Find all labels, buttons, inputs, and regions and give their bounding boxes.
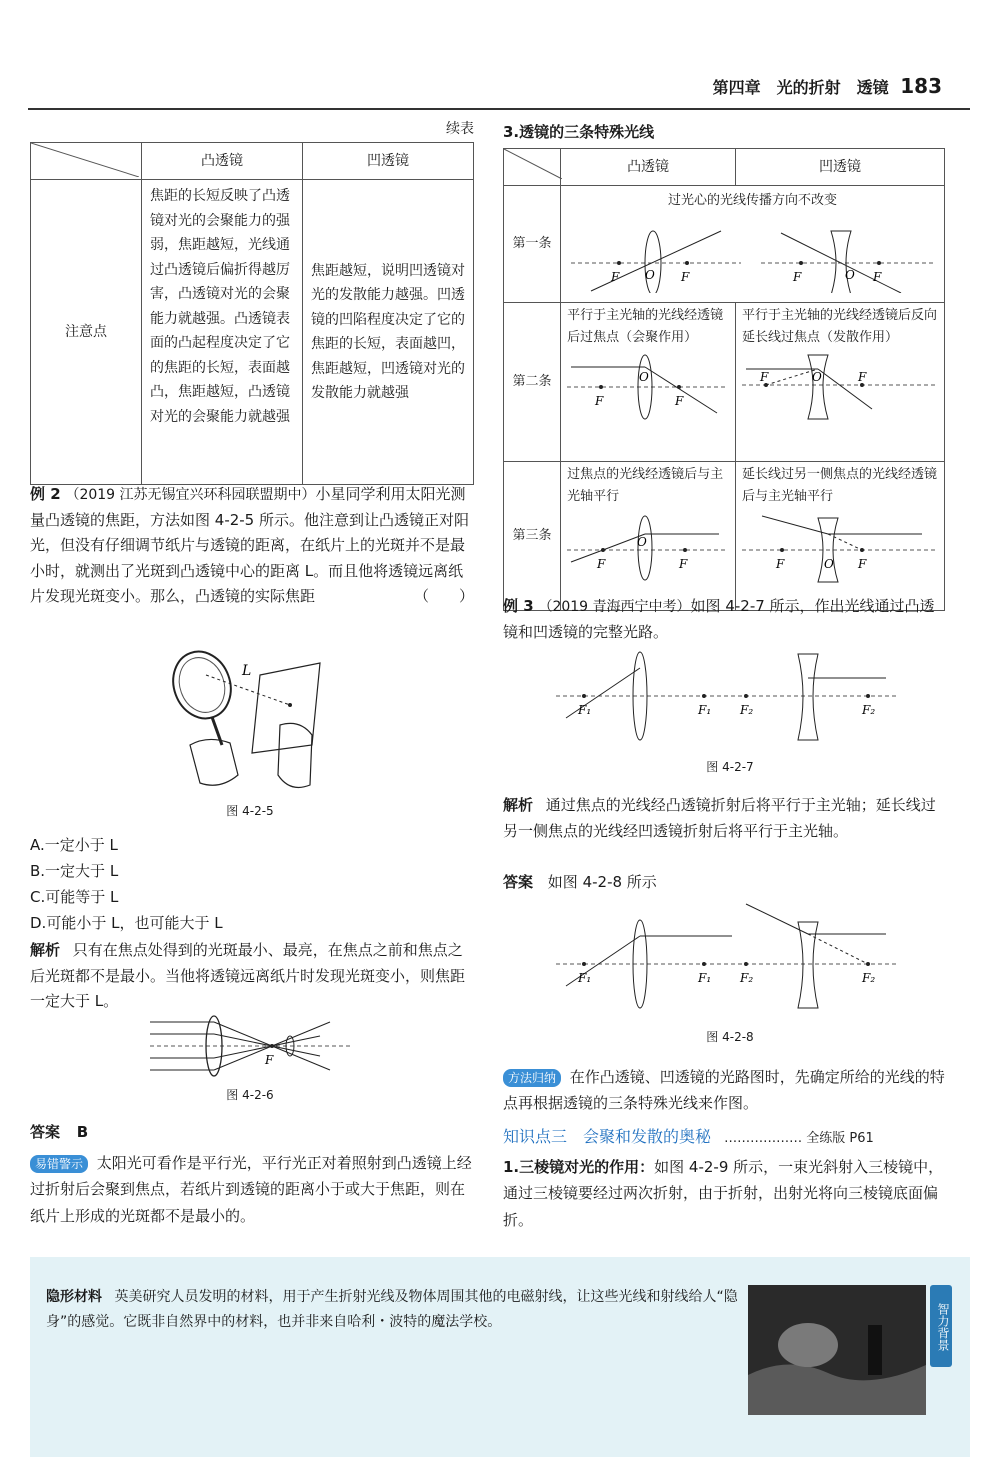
row2-convex [561, 303, 736, 462]
kp-ref: ……………… 全练版 P61 [724, 1131, 874, 1146]
example2-text: 小星同学利用太阳光测量凸透镜的焦距，方法如图 4-2-5 所示。他注意到让凸透镜正对阳光，但没有仔细调节纸片与透镜的距离，在纸片上的光斑并不是最小时，就测出了光斑到凸透镜中心的距离 L。而且他将透镜远离纸片发现光斑变小。那么，凸透镜的实际焦距 [30, 485, 469, 606]
special-rays-title: 3.透镜的三条特殊光线 [503, 123, 655, 141]
label-L: L [242, 663, 252, 679]
option-c: C.可能等于 L [30, 888, 119, 906]
svg-text:F: F [679, 557, 688, 572]
kp-title: 知识点三 会聚和发散的奥秘 [503, 1127, 712, 1146]
footer-text: 英美研究人员发明的材料，用于产生折射光线及物体周围其他的电磁射线，让这些光线和射线给人“隐身”的感觉。它既非自然界中的材料，也并非来自哈利・波特的魔法学校。 [46, 1289, 738, 1330]
figure-4-2-8 [556, 900, 896, 1018]
example-3 [503, 594, 947, 645]
figure-4-2-7 [556, 648, 896, 746]
rays-diagonal [504, 149, 562, 179]
footer-text-block [46, 1285, 746, 1334]
example2-analysis [30, 938, 474, 1015]
example2-source: （2019 江苏无锡宜兴环科园联盟期中） [65, 487, 316, 503]
fig7-label-1: F₁ [578, 703, 592, 717]
method-badge: 方法归纳 [503, 1069, 561, 1087]
ex3-answer-text: 如图 4-2-8 所示 [547, 873, 657, 891]
svg-text:F: F [858, 557, 867, 572]
method-summary [503, 1064, 947, 1117]
svg-text:O: O [645, 267, 655, 282]
svg-text:F: F [873, 269, 882, 284]
concave-notes: 焦距越短，说明凹透镜对光的发散能力越强。凹透镜的凹陷程度决定了它的焦距的长短，表面越凹，焦距越短，凹透镜对光的发散能力就越强 [303, 180, 474, 485]
continued-label: 续表 [446, 121, 474, 137]
row1-content [561, 186, 945, 303]
row1-diagram [561, 213, 943, 293]
example3-text: 如图 4-2-7 所示，作出光线通过凸透镜和凹透镜的完整光路。 [503, 597, 935, 641]
svg-text:F: F [776, 557, 785, 572]
row3-concave-diagram [742, 508, 938, 584]
svg-text:O: O [637, 535, 647, 550]
row2-concave [736, 303, 945, 462]
option-d: D.可能小于 L，也可能大于 L [30, 914, 223, 932]
option-b: B.一定大于 L [30, 862, 119, 880]
answer-value: B [76, 1123, 89, 1141]
analysis-text: 只有在焦点处得到的光斑最小、最亮，在焦点之前和焦点之后光斑都不是最小。当他将透镜远离纸片时发现光斑变小，则焦距一定大于 L。 [30, 941, 466, 1010]
footer-badge: 智力背景 [930, 1285, 952, 1367]
fig-4-2-5-caption: 图 4-2-5 [226, 804, 274, 818]
left-table-block [30, 118, 474, 485]
fig8-label-1: F₁ [578, 971, 592, 985]
fig7-label-3: F₂ [740, 703, 754, 717]
diagonal-line [31, 143, 139, 177]
svg-text:O: O [845, 267, 855, 282]
special-rays-table [503, 148, 945, 611]
option-a: A.一定小于 L [30, 836, 118, 854]
svg-text:F: F [681, 269, 690, 284]
row2-label: 第二条 [504, 303, 561, 462]
example3-analysis [503, 792, 947, 845]
ex3-analysis-label: 解析 [503, 796, 534, 814]
footer-box [30, 1257, 970, 1457]
svg-text:O: O [639, 370, 649, 385]
prism-item [503, 1154, 947, 1233]
svg-text:F: F [611, 269, 620, 284]
corner-cell [31, 143, 142, 180]
row2-convex-text: 平行于主光轴的光线经透镜后过焦点（会聚作用） [567, 308, 724, 346]
fig7-label-4: F₂ [862, 703, 876, 717]
error-tip-text: 太阳光可看作是平行光，平行光正对着照射到凸透镜上经过折射后会聚到焦点，若纸片到透镜的距离小于或大于焦距，则在纸片上形成的光斑都不是最小的。 [30, 1154, 472, 1225]
lens-comparison-table [30, 142, 474, 485]
error-tip-badge: 易错警示 [30, 1155, 88, 1173]
analysis-label: 解析 [30, 941, 61, 959]
rays-col-convex: 凸透镜 [561, 149, 736, 186]
running-header [713, 70, 942, 102]
row1-text: 过光心的光线传播方向不改变 [668, 193, 838, 208]
answer-bracket: （ ） [413, 586, 474, 605]
fig-4-2-6-caption: 图 4-2-6 [226, 1088, 274, 1102]
svg-text:F: F [858, 370, 867, 385]
answer-label: 答案 [30, 1123, 61, 1141]
fig8-label-2: F₁ [698, 971, 712, 985]
example3-source: （2019 青海西宁中考） [538, 599, 691, 615]
footer-photo [748, 1285, 926, 1415]
row3-convex [561, 462, 736, 611]
svg-text:O: O [824, 557, 834, 572]
knowledge-point-3 [503, 1124, 947, 1150]
error-tip [30, 1150, 474, 1229]
row3-convex-diagram [567, 508, 727, 584]
row1-label: 第一条 [504, 186, 561, 303]
example3-label: 例 3 [503, 597, 534, 615]
fig7-label-2: F₁ [698, 703, 712, 717]
figure-4-2-5 [160, 645, 340, 795]
example3-answer [503, 870, 657, 894]
ex3-analysis-text: 通过焦点的光线经凸透镜折射后将平行于主光轴；延长线过另一侧焦点的光线经凹透镜折射后将平行于主光轴。 [503, 796, 936, 841]
example-2 [30, 482, 474, 609]
svg-text:F: F [595, 394, 604, 409]
convex-notes: 焦距的长短反映了凸透镜对光的会聚能力的强弱，焦距越短，光线通过凸透镜后偏折得越厉害，凸透镜对光的会聚能力就越强。凸透镜表面的凸起程度决定了它的焦距的长短，表面越凸，焦距越短，凸透镜对光的会聚能力就越强 [142, 180, 303, 485]
ex3-answer-label: 答案 [503, 873, 534, 891]
row2-concave-diagram [742, 349, 938, 425]
header-rule [28, 108, 970, 110]
row3-label: 第三条 [504, 462, 561, 611]
prism-title: 1.三棱镜对光的作用： [503, 1158, 655, 1176]
label-F: F [265, 1053, 274, 1067]
fig-4-2-7-caption: 图 4-2-7 [706, 760, 754, 774]
footer-photo-art [748, 1285, 926, 1415]
svg-text:F: F [760, 370, 769, 385]
fig8-label-4: F₂ [862, 971, 876, 985]
row-label-notes: 注意点 [31, 180, 142, 485]
figure-4-2-6 [150, 1012, 350, 1080]
prism-text: 如图 4-2-9 所示，一束光斜射入三棱镜中，通过三棱镜要经过两次折射，由于折射，出射光将向三棱镜底面偏折。 [503, 1158, 944, 1229]
rays-corner-cell [504, 149, 561, 186]
options-list [30, 832, 470, 936]
row2-concave-text: 平行于主光轴的光线经透镜后反向延长线过焦点（发散作用） [742, 308, 938, 346]
svg-text:F: F [597, 557, 606, 572]
row2-convex-diagram [567, 349, 727, 425]
fig-4-2-8-caption: 图 4-2-8 [706, 1030, 754, 1044]
row3-concave [736, 462, 945, 611]
row3-concave-text: 延长线过另一侧焦点的光线经透镜后与主光轴平行 [742, 467, 938, 505]
rays-col-concave: 凹透镜 [736, 149, 945, 186]
col-convex: 凸透镜 [142, 143, 303, 180]
chapter-title: 第四章 光的折射 透镜 [712, 78, 889, 97]
row3-convex-text: 过焦点的光线经透镜后与主光轴平行 [567, 467, 724, 505]
page-number: 183 [900, 74, 942, 98]
svg-text:F: F [793, 269, 802, 284]
svg-text:O: O [812, 370, 822, 385]
svg-text:F: F [675, 394, 684, 409]
col-concave: 凹透镜 [303, 143, 474, 180]
footer-label: 隐形材料 [46, 1289, 102, 1305]
example2-answer [30, 1120, 88, 1144]
fig8-label-3: F₂ [740, 971, 754, 985]
method-text: 在作凸透镜、凹透镜的光路图时，先确定所给的光线的特点再根据透镜的三条特殊光线来作图。 [503, 1068, 945, 1113]
example2-label: 例 2 [30, 485, 61, 503]
